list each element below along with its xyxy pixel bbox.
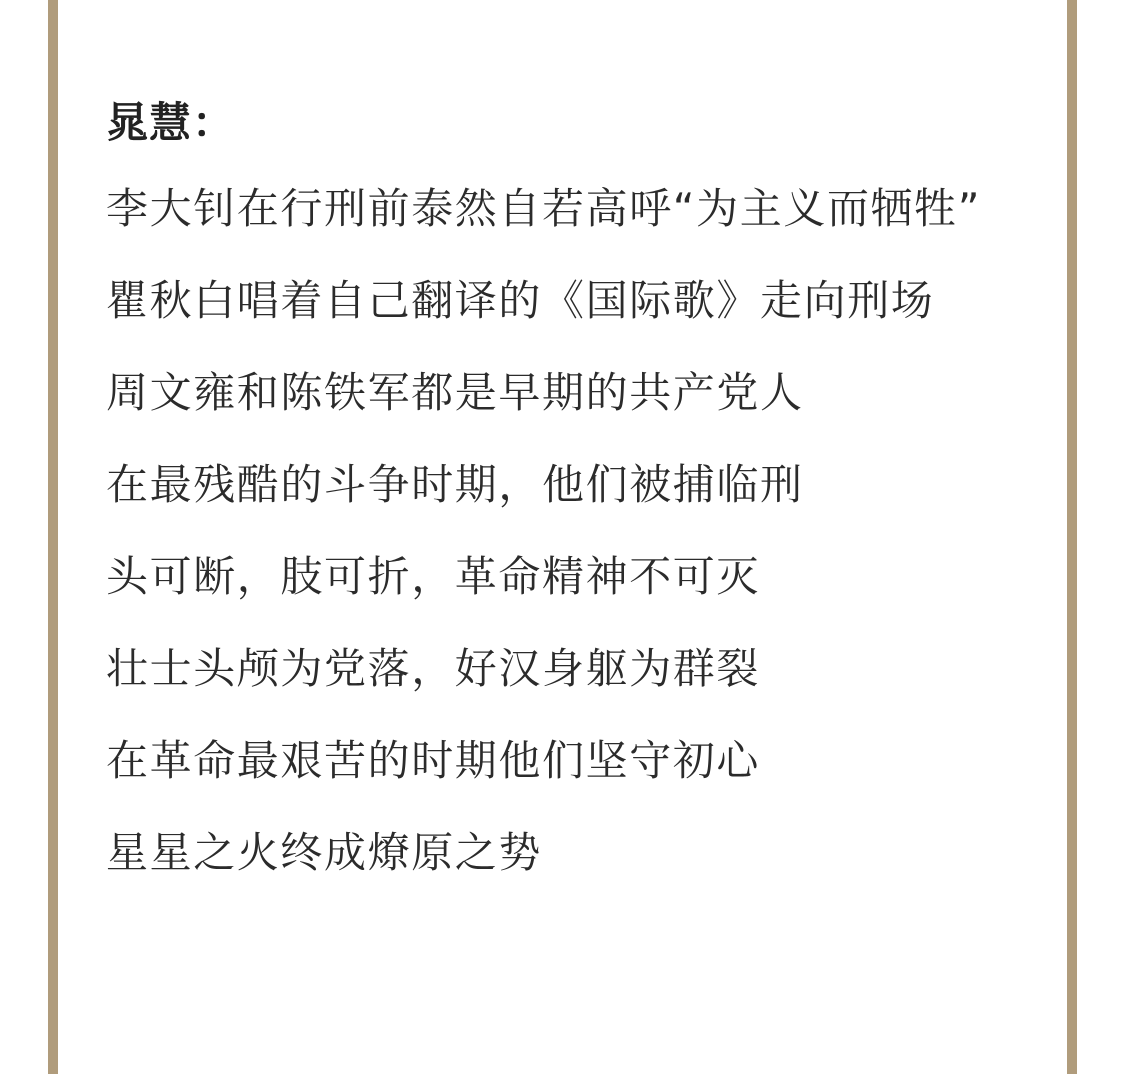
article-body	[106, 88, 1036, 899]
text-line: 周文雍和陈铁军都是早期的共产党人	[106, 368, 804, 417]
text-line: 壮士头颅为党落，好汉身躯为群裂	[106, 644, 761, 693]
text-line: 在革命最艰苦的时期他们坚守初心	[106, 736, 761, 785]
text-line: 在最残酷的斗争时期，他们被捕临刑	[106, 460, 804, 509]
text-line: 头可断，肢可折，革命精神不可灭	[106, 552, 761, 601]
text-line: 李大钊在行刑前泰然自若高呼“为主义而牺牲”	[106, 184, 982, 233]
text-line: 星星之火终成燎原之势	[106, 828, 543, 877]
speaker-name: 晁慧：	[106, 98, 236, 147]
text-line: 瞿秋白唱着自己翻译的《国际歌》走向刑场	[106, 276, 935, 325]
